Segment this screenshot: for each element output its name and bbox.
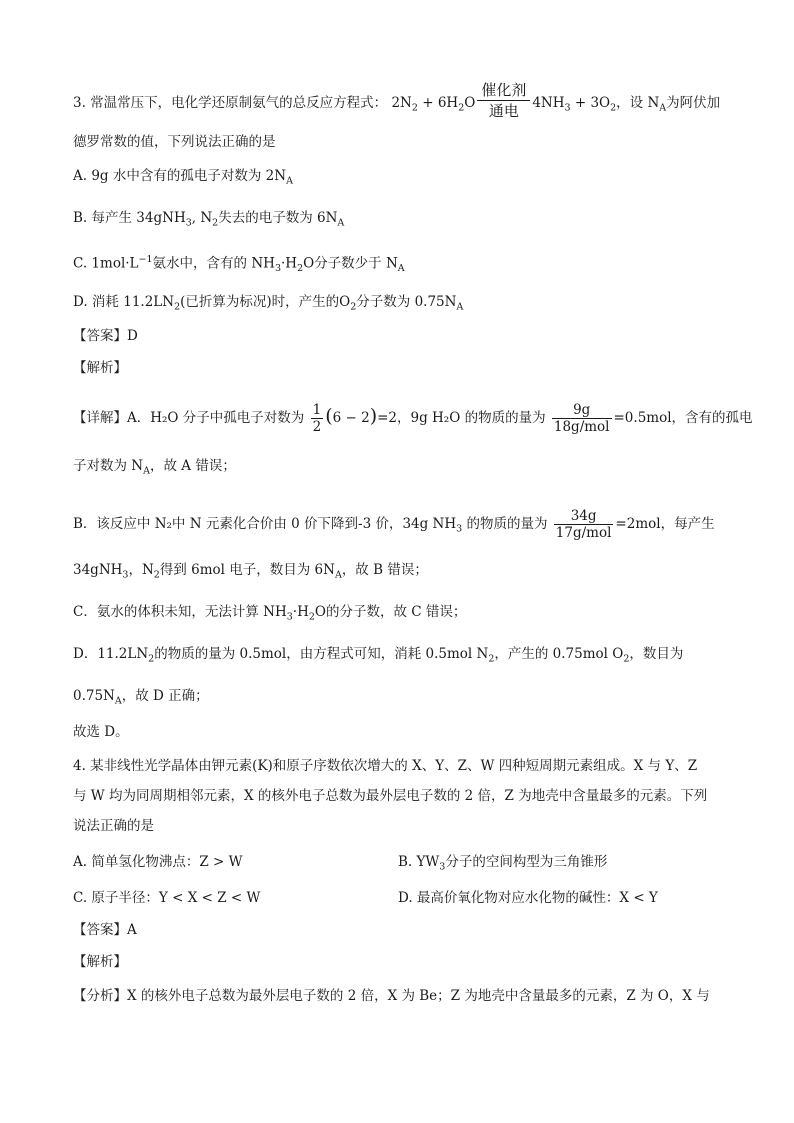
q4-option-b-text: B. YW	[398, 854, 440, 870]
fraction-34g-17g: 34g 17g/mol	[555, 508, 612, 541]
q3-detail-a4: 子对数为	[73, 458, 127, 474]
q3-stem-suffix: ，设	[616, 95, 644, 111]
q3-detail-a-line2: 子对数为 $N_A$，故 A 错误；	[73, 458, 236, 477]
q3-detail-d4: ，数目为	[629, 646, 684, 662]
fraction-half: $\frac{1}{2}$	[312, 402, 322, 435]
q3-option-a-text: A. 9g 水中含有的孤电子对数为	[73, 168, 262, 184]
q3-option-c-text: C. 1mol·L	[73, 255, 139, 272]
q3-detail-b4: 得到 6mol 电子，数目为 6N	[159, 562, 335, 578]
q4-answer	[73, 920, 137, 940]
q3-option-c-mid: 氨水中，含有的	[152, 255, 248, 272]
q4-option-a: A. 简单氢化物沸点：Z > W	[73, 854, 243, 870]
q3-analysis-label: 【解析】	[73, 360, 127, 376]
q3-detail-a3: =0.5mol，含有的孤电	[613, 410, 753, 426]
q3-option-b: B. 每产生 34gNH$_3$, $N_2$失去的电子数为 $6N_A$	[73, 210, 345, 229]
q4-answer-value: A	[127, 922, 137, 938]
catalyst-label: 催化剂	[477, 81, 530, 101]
q4-option-b-post: 分子的空间构型为三角锥形	[445, 854, 608, 870]
q4-analysis-label: 【解析】	[73, 954, 127, 970]
q3-stem-line2: 德罗常数的值，下列说法正确的是	[73, 134, 276, 150]
q3-detail-d5: ，故 D 正确；	[121, 688, 209, 704]
q3-stem-suffix-end: 为阿伏加	[666, 95, 721, 111]
q4-option-b: B. $YW_3$分子的空间构型为三角锥形	[398, 854, 608, 873]
fraction-9g-18g: 9g 18g/mol	[553, 402, 610, 435]
q3-option-d-end: 分子数为	[356, 294, 411, 310]
q4-fenxi-text: X 的核外电子总数为最外层电子数的 2 倍，X 为 Be；Z 为地壳中含量最多的元素，Z 为 O，X 与	[127, 988, 710, 1004]
q3-option-d: D. 消耗 $11.2LN_2$(已折算为标况)时，产生的$O_2$分子数为 $0.75N_A$	[73, 294, 464, 313]
q3-detail-d2: 的物质的量为 0.5mol，由方程式可知，消耗 0.5mol	[154, 646, 473, 662]
q4-fenxi-label: 【分析】	[73, 988, 127, 1004]
q3-answer-value: D	[127, 328, 138, 344]
q3-option-d-mid: (已折算为标况)时，产生的	[180, 294, 340, 310]
q3-detail-c: C．氨水的体积未知，无法计算 $NH_3\cdot H_2O$的分子数，故 C 错误；	[73, 604, 467, 623]
q3-option-c: C. $1mol\cdot L^{-1}$氨水中，含有的 $NH_3\cdot H_2O$分子数少于 $N_A$	[73, 254, 405, 275]
q3-stem-line1: 3. 常温常压下，电化学还原制氨气的总反应方程式： $2N_2 + 6H_2O$ 催化剂 通电 $4NH_3 + 3O_2$，设 $N_A$为阿伏加	[73, 81, 721, 120]
q3-option-b-mid: 失去的电子数为	[218, 210, 313, 226]
q3-detail-b1: B．该反应中 N₂中 N 元素化合价由 0 价下降到-3 价，34g	[73, 516, 429, 532]
q3-detail-d-line2: $0.75N_A$，故 D 正确；	[73, 688, 209, 707]
q4-stem-line1: 4. 某非线性光学晶体由钾元素(K)和原子序数依次增大的 X、Y、Z、W 四种短周期元素组成。X 与 Y、Z	[73, 758, 698, 774]
q3-detail-d1: D．	[73, 646, 98, 662]
q3-detail-b-line2: 34gNH$_3$，$N_2$得到 6mol 电子，数目为 $6N_A$，故 B 错误；	[73, 562, 428, 581]
condition-label: 通电	[488, 102, 519, 120]
q3-detail-b2: 的物质的量为	[466, 516, 548, 532]
q3-detail-a2: =2，9g H₂O 的物质的量为	[377, 410, 546, 426]
q3-detail-b5: ，故 B 错误；	[341, 562, 428, 578]
q3-stem-text: 3. 常温常压下，电化学还原制氨气的总反应方程式：	[73, 95, 388, 111]
q3-detail-a5: ，故 A 错误；	[149, 458, 236, 474]
q3-detail-label: 【详解】	[73, 410, 127, 426]
q3-option-b-text: B. 每产生	[73, 210, 133, 226]
q4-answer-label: 【答案】	[73, 922, 127, 938]
q3-detail-d-line1: D．$11.2LN_2$的物质的量为 0.5mol，由方程式可知，消耗 0.5mol $N_2$，产生的 0.75mol $O_2$，数目为	[73, 646, 684, 665]
q3-option-a: A. 9g 水中含有的孤电子对数为 $2N_A$	[73, 168, 293, 187]
q3-option-c-end: 分子数少于	[314, 255, 382, 272]
q4-stem-line3: 说法正确的是	[73, 818, 154, 834]
q3-detail-a-line1: 【详解】A．H₂O 分子中孤电子对数为 $\frac{1}{2}$ (6 − 2)=2，9g H₂O 的物质的量为 9g 18g/mol =0.5mol，含有的孤电	[73, 402, 753, 435]
q4-stem-line2: 与 W 均为同周期相邻元素，X 的核外电子总数为最外层电子数的 2 倍，Z 为地壳中含量最多的元素。下列	[73, 788, 708, 804]
q3-option-d-text: D. 消耗	[73, 294, 119, 310]
q3-answer-label: 【答案】	[73, 328, 127, 344]
q3-detail-b-line1: B．该反应中 N₂中 N 元素化合价由 0 价下降到-3 价，34g $NH_3$ 的物质的量为 34g 17g/mol =2mol，每产生	[73, 508, 715, 541]
q4-fenxi	[73, 986, 710, 1006]
q3-detail-b3: =2mol，每产生	[615, 516, 715, 532]
q3-detail-a1: A．H₂O 分子中孤电子对数为	[127, 410, 305, 426]
q3-detail-c1: C．氨水的体积未知，无法计算	[73, 604, 259, 620]
q3-detail-d3: ，产生的 0.75mol	[494, 646, 608, 662]
q3-equation: $2N_2 + 6H_2O$ 催化剂 通电 $4NH_3 + 3O_2$	[391, 81, 617, 120]
q3-answer	[73, 326, 138, 346]
q4-option-d: D. 最高价氧化物对应水化物的碱性：X < Y	[398, 890, 658, 906]
q4-option-c: C. 原子半径：Y < X < Z < W	[73, 890, 261, 906]
q3-detail-c2: 的分子数，故 C 错误；	[325, 604, 467, 620]
q3-conclusion: 故选 D。	[73, 724, 129, 740]
